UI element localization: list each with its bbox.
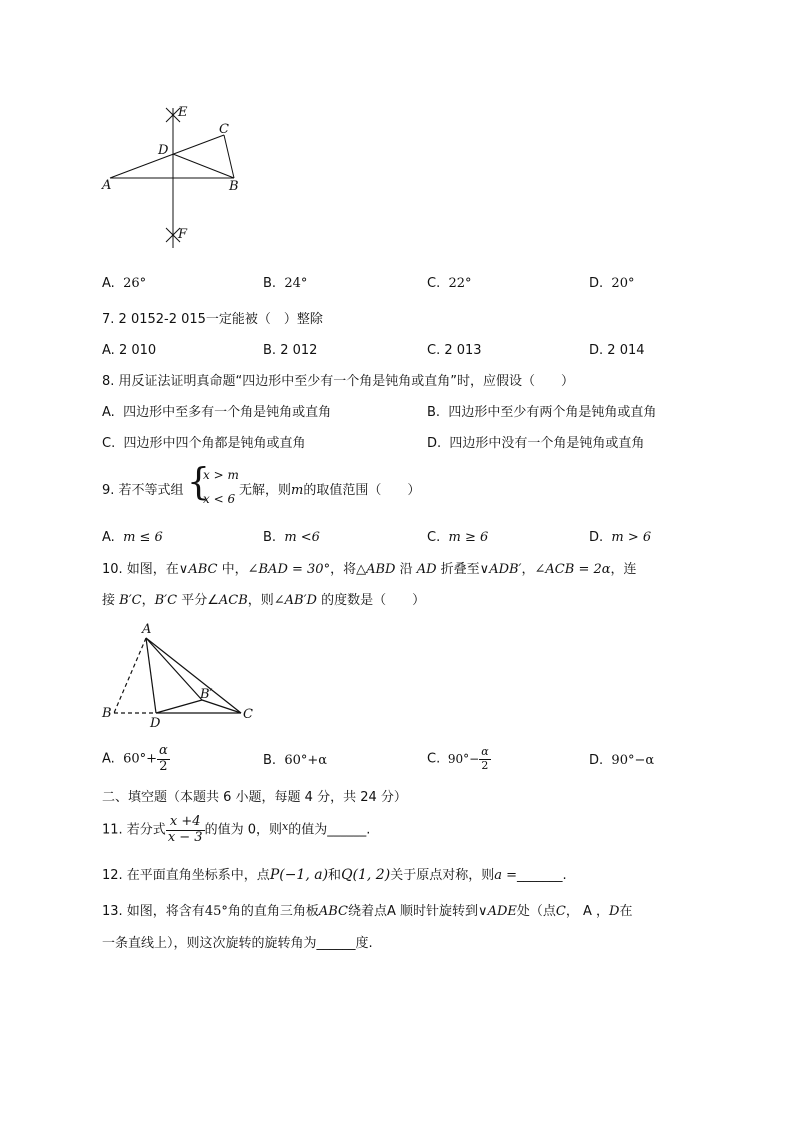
q8-option-d: D. 四边形中没有一个角是钝角或直角 — [427, 436, 645, 451]
q10-option-b: B. 60°+α — [263, 753, 328, 768]
label-a: A — [102, 178, 112, 193]
q8-stem: 8. 用反证法证明真命题“四边形中至少有一个角是钝角或直角”时，应假设（ ） — [102, 374, 575, 389]
label-f: F — [178, 227, 188, 242]
q9-option-b: B. m <6 — [263, 530, 320, 545]
label-a: A — [142, 622, 152, 637]
q8-option-a: A. 四边形中至多有一个角是钝角或直角 — [102, 405, 332, 420]
label-c: C — [219, 122, 229, 137]
q10-figure — [100, 618, 265, 733]
fraction-alpha-over-2: $\frac{\alpha}{2}$ — [159, 743, 168, 774]
q8-option-b: B. 四边形中至少有两个角是钝角或直角 — [427, 405, 657, 420]
segment-ab-dashed — [114, 638, 146, 713]
q9-suffix: 无解，则m的取值范围（ ） — [239, 483, 421, 498]
label-d: D — [150, 716, 161, 731]
q9-prefix: 9. 若不等式组 — [102, 483, 184, 498]
segment-db-prime — [156, 700, 202, 713]
q9-inequality-2: x < 6 — [203, 492, 236, 506]
q13-line1: 13. 如图，将含有45°角的直角三角板ABC绕着点A 顺时针旋转到∨ADE处（点C， A ，D在 — [102, 904, 633, 919]
q7-option-d: D. 2 014 — [589, 343, 645, 358]
segment-ad — [146, 638, 156, 713]
q6-option-a: A. 26° — [102, 276, 147, 291]
q6-option-d: D. 20° — [589, 276, 635, 291]
label-b-prime: B′ — [200, 687, 213, 702]
q10-stem-line1: 10. 如图，在∨ABC 中，∠BAD = 30°，将△ABD 沿 AD 折叠至∨ADB′，∠ACB = 2α，连 — [102, 562, 637, 577]
label-e: E — [178, 105, 188, 120]
q8-option-c: C. 四边形中四个角都是钝角或直角 — [102, 436, 306, 451]
q7-stem: 7. 2 0152-2 015一定能被（ ）整除 — [102, 312, 323, 327]
q9-option-c: C. m ≥ 6 — [427, 530, 489, 545]
q9-option-a: A. m ≤ 6 — [102, 530, 163, 545]
q9-inequality-1: x > m — [203, 468, 239, 482]
label-d: D — [158, 143, 169, 158]
fraction-alpha-over-2: $\frac{\alpha}{2}$ — [481, 745, 489, 772]
segment-ab-prime — [146, 638, 202, 700]
label-b: B — [229, 179, 239, 194]
section-title: 二、填空题（本题共 6 小题，每题 4 分，共 24 分） — [102, 790, 407, 805]
label-c: C — [243, 707, 253, 722]
segment-db — [173, 154, 234, 178]
q11: 11. 若分式 $\frac{x +4}{x - 3}$ 的值为 0，则$^x$的值为______. — [102, 814, 371, 845]
q7-option-c: C. 2 013 — [427, 343, 482, 358]
q13-line2: 一条直线上），则这次旋转的旋转角为______度. — [102, 936, 373, 951]
label-b: B — [102, 706, 112, 721]
q11-fraction: $\frac{x +4}{x - 3}$ — [167, 814, 203, 845]
q6-option-b: B. 24° — [263, 276, 308, 291]
q6-figure — [100, 100, 260, 260]
q9-option-d: D. m > 6 — [589, 530, 652, 545]
q12: 12. 在平面直角坐标系中，点P(−1, a)和Q(1, 2)关于原点对称，则a =_______. — [102, 867, 567, 883]
q10-stem-line2: 接 B′C，B′C 平分∠ACB，则∠AB′D 的度数是（ ） — [102, 593, 426, 608]
q6-option-c: C. 22° — [427, 276, 472, 291]
system-brace: { — [187, 460, 210, 504]
q10-option-a: A. 60°+ $\frac{\alpha}{2}$ — [102, 743, 168, 774]
q7-option-b: B. 2 012 — [263, 343, 318, 358]
segment-cb — [224, 135, 234, 178]
q10-option-d: D. 90°−α — [589, 753, 655, 768]
q7-option-a: A. 2 010 — [102, 343, 157, 358]
segment-ac — [146, 638, 241, 713]
q10-option-c: C. 90°− $\frac{\alpha}{2}$ — [427, 745, 489, 772]
